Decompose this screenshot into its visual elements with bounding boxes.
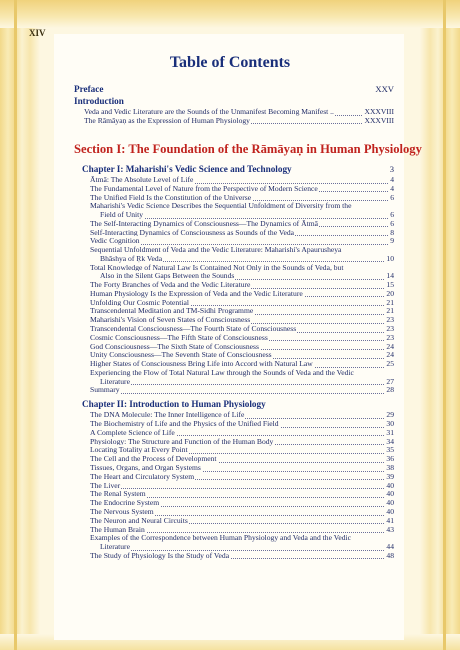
toc-entry-page: 6 [390,218,394,228]
toc-entry-title: Maharishi's Vision of Seven States of Consciousness [90,315,251,325]
toc-entry-page: 23 [386,324,394,333]
toc-entry-title: Transcendental Consciousness—The Fourth State of Consciousness [90,324,297,333]
right-pillar [443,0,446,650]
toc-entry-title: The Liver [90,480,121,490]
toc-entry-page: XXXVIII [364,115,394,125]
toc-entry-title: The Heart and Circulatory System [90,471,195,481]
toc-entry-page: 38 [386,463,394,472]
toc-entry-title: Summary [90,385,120,395]
toc-entry[interactable] [90,202,394,219]
toc-entry-title: Examples of the Correspondence between Human Physiology and Veda and the Vedic [90,533,352,543]
toc-entry-page: 39 [386,471,394,481]
toc-entry-page: 21 [386,306,394,316]
toc-entry-title: Maharishi's Vedic Science Describes the Sequential Unfoldment of Diversity from the [90,201,352,211]
toc-entry-page: 48 [386,550,394,560]
toc-entry-title: Self-Interacting Dynamics of Consciousness as Sounds of the Veda [90,227,295,237]
toc-entry-title: The Neuron and Neural Circuits [90,515,188,525]
toc-entry-title: The Unified Field Is the Constitution of the Universe [90,192,252,202]
toc-entry-page: 8 [390,227,394,237]
toc-entry-title: The Rāmāyaṇ as the Expression of Human Physiology [84,115,250,125]
toc-entry-continuation: Literature [90,377,131,386]
toc-entry-page: 40 [386,489,394,499]
preface-page: XXV [375,84,394,94]
toc-entry-page: 35 [386,445,394,455]
toc-entry[interactable] [90,264,394,281]
toc-entry-title: The Fundamental Level of Nature from the Perspective of Modern Science [90,183,318,193]
toc-entry-title: Tissues, Organs, and Organ Systems [90,463,201,472]
toc-entry-title: Ātmā: The Absolute Level of Life [90,175,194,184]
toc-entry-page: 44 [386,541,394,551]
chapter-2-title: Chapter II: Introduction to Human Physiology [82,399,266,410]
toc-entry-page: 40 [386,498,394,508]
toc-entry-page: 10 [386,253,394,263]
toc-entry-page: 24 [386,341,394,351]
toc-entry[interactable] [90,473,394,482]
toc-entry-continuation: Literature [90,542,131,551]
top-ornament [0,0,460,28]
toc-entry-page: 20 [386,288,394,298]
toc-entry-page: 14 [386,271,394,281]
toc-entry-page: XXXVIII [364,107,394,116]
toc-entry[interactable] [90,246,394,263]
toc-entry-title: The Study of Physiology Is the Study of Veda [90,550,230,560]
toc-entry-page: 25 [386,359,394,369]
toc-entry-page: 40 [386,480,394,490]
toc-entry-title: Physiology: The Structure and Function of the Human Body [90,436,274,446]
toc-entry-title: Transcendental Meditation and TM-Sidhi Programme [90,306,254,316]
toc-entry-page: 21 [386,297,394,307]
toc-entry-continuation: Field of Unity [90,210,144,219]
preface-label: Preface [74,84,104,94]
toc-entry-page: 34 [386,436,394,446]
toc-entry-page: 27 [386,376,394,386]
toc-entry-page: 23 [386,332,394,342]
toc-entry-title: A Complete Science of Life [90,427,175,437]
toc-entry-title: Total Knowledge of Natural Law Is Contained Not Only in the Sounds of Veda, but [90,262,344,272]
toc-entry-page: 9 [390,236,394,246]
toc-entry-title: The Endocrine System [90,498,160,508]
toc-entry-title: The Biochemistry of Life and the Physics of the Unified Field [90,419,279,428]
toc-entry-title: Unity Consciousness—The Seventh State of Consciousness [90,350,272,360]
toc-entry-page: 43 [386,524,394,534]
toc-entry-page: 29 [386,410,394,420]
toc-entry-title: The Forty Branches of Veda and the Vedic Literature [90,280,251,289]
toc-entry-page: 28 [386,385,394,395]
toc-entry-title: Cosmic Consciousness—The Fifth State of Consciousness [90,332,268,342]
toc-entry-page: 6 [390,192,394,202]
toc-entry-continuation: Bhāshya of Ṛk Veda [90,254,163,263]
page-number: XIV [29,28,46,38]
toc-entry-title: The DNA Molecule: The Inner Intelligence of Life [90,410,245,420]
toc-entry-page: 15 [386,280,394,289]
toc-entry-page: 31 [386,427,394,437]
toc-entry-title: Sequential Unfoldment of Veda and the Vedic Literature: Maharishi's Apaurusheya [90,245,342,255]
toc-entry-title: The Nervous System [90,507,154,516]
toc-entry-title: Experiencing the Flow of Total Natural Law through the Sounds of Veda and the Vedic [90,368,354,377]
toc-entry-continuation: Also in the Silent Gaps Between the Sounds [90,271,235,280]
toc-entry-page: 30 [386,419,394,428]
toc-entry-title: The Renal System [90,489,146,499]
section-heading: Section I: The Foundation of the Rāmāyaṇ in Human Physiology [74,142,422,156]
toc-entry-page: 41 [386,515,394,525]
toc-entry-page: 4 [390,175,394,184]
toc-entry-page: 40 [386,507,394,516]
toc-entry[interactable] [90,386,394,395]
toc-entry-title: Human Physiology Is the Expression of Veda and the Vedic Literature [90,288,303,298]
chapter-1-page: 3 [389,164,394,174]
toc-entry-page: 24 [386,350,394,360]
toc-entry-title: Veda and Vedic Literature are the Sounds of the Unmanifest Becoming Manifest .. [84,107,334,116]
toc-entry-page: 23 [386,315,394,325]
introduction-label: Introduction [74,96,124,106]
toc-entry-page: 36 [386,454,394,464]
toc-entry[interactable] [84,117,394,126]
page-title: Table of Contents [169,54,291,71]
toc-entry-page: 6 [390,209,394,219]
toc-entry-title: The Cell and the Process of Development [90,454,217,464]
toc-entry-title: The Human Brain [90,524,145,534]
toc-entry[interactable] [90,552,394,561]
chapter-1-title: Chapter I: Maharishi's Vedic Science and Technology [82,164,292,174]
left-pillar [14,0,17,650]
toc-entry[interactable] [90,369,394,386]
toc-entry-title: The Self-Interacting Dynamics of Consciousness—The Dynamics of Ātmā [90,218,318,228]
toc-entry-title: Locating Totality at Every Point [90,445,188,455]
toc-entry-page: 4 [390,183,394,193]
toc-entry-title: God Consciousness—The Sixth State of Consciousness [90,341,259,351]
toc-entry-title: Unfolding Our Cosmic Potential [90,297,189,307]
toc-entry-title: Vedic Cognition [90,236,140,246]
toc-entry[interactable] [90,534,394,551]
toc-entry-title: Higher States of Consciousness Bring Life into Accord with Natural Law [90,359,313,369]
